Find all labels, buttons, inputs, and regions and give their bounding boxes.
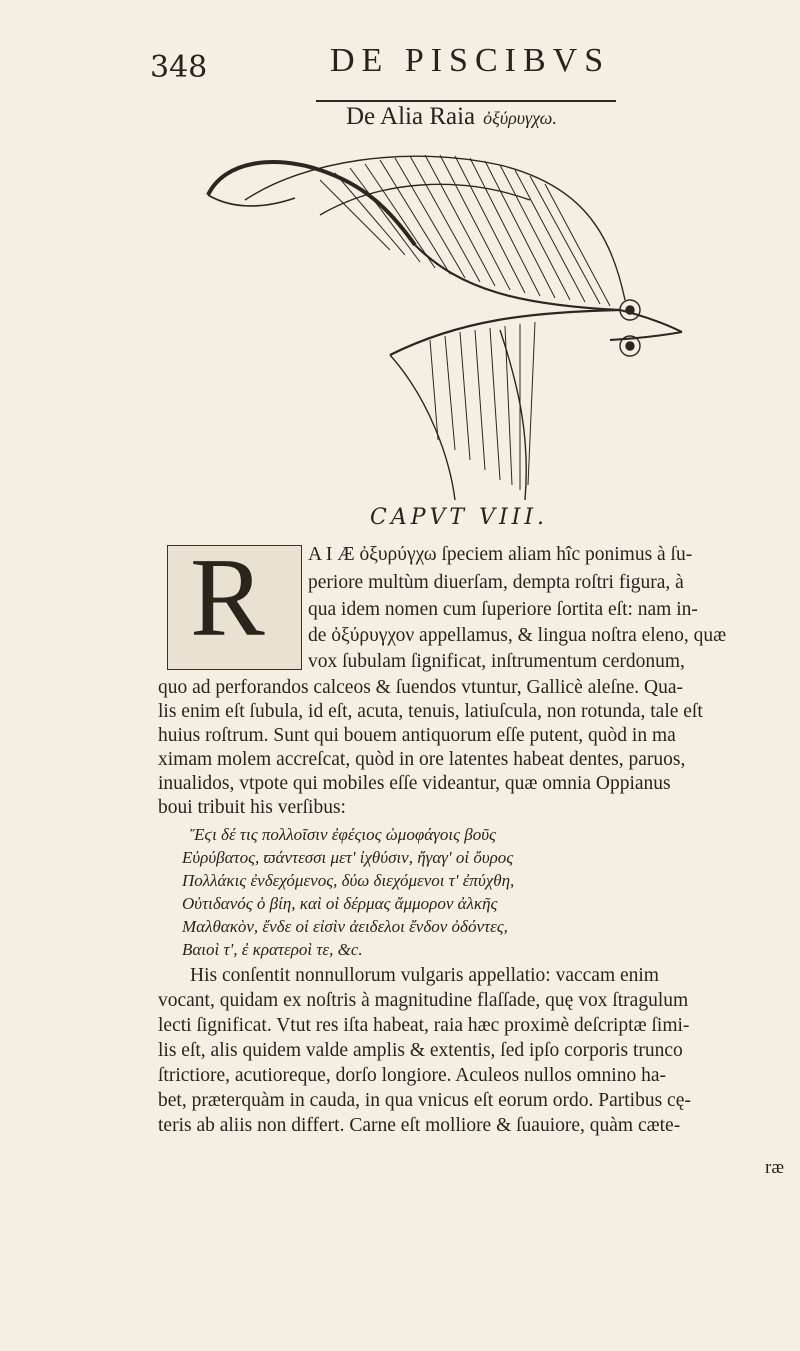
body-line: lis enim eſt ſubula, id eſt, acuta, tenuis, latiuſcula, non rotunda, tale eſt [158,701,703,722]
page-number: 348 [150,50,208,85]
body-line: A I Æ ὀξυρύγχω ſpeciem aliam hîc ponimus à ſu- [308,544,693,565]
greek-verse-line: Μαλθακὸν, ἔνδε οἱ εἰσὶν ἀειδελοι ἔνδον ὀδόντες, [182,917,508,936]
decorated-initial-letter: R [190,536,265,660]
section-title-greek: ὀξύρυγχω. [483,108,557,128]
running-title: DE PISCIBVS [330,42,611,79]
greek-verse-line: Βαιοὶ τ', ἐ κρατεροὶ τε, &c. [182,940,363,959]
body-line: ſtrictiore, acutioreque, dorſo longiore. Aculeos nullos omnino ha- [158,1065,666,1086]
greek-verse-line: Εὐρύβατος, ϖάντεσσι μετ' ἰχθύσιν, ἤγαγ' οἱ ὄυρος [182,848,514,867]
section-title-latin: De Alia Raia [346,103,476,130]
body-line: de ὀξύρυγχον appellamus, & lingua noſtra eleno, quæ [308,625,727,646]
greek-verse-line: Πολλάκις ἐνδεχόμενος, δύω διεχόμενοι τ' ἐπύχθη, [182,871,515,890]
body-line: lecti ſignificat. Vtut res iſta habeat, raia hæc proximè deſcriptæ ſimi- [158,1015,690,1036]
body-line: ximam molem accreſcat, quòd in ore latentes habeat dentes, paruos, [158,749,686,770]
section-title [346,103,557,131]
body-line: lis eſt, alis quidem valde amplis & extentis, ſed ipſo corporis trunco [158,1040,683,1061]
catchword: ræ [765,1157,784,1178]
body-line: huius roſtrum. Sunt qui bouem antiquorum eſſe putent, quòd in ma [158,725,676,746]
body-line: bet, præterquàm in cauda, in qua vnicus eſt eorum ordo. Partibus cę- [158,1090,691,1111]
body-line: quo ad perforandos calceos & ſuendos vtuntur, Gallicè aleſne. Qua- [158,677,683,698]
body-line: vocant, quidam ex noſtris à magnitudine flaſſade, quę vox ſtragulum [158,990,689,1011]
raia-woodcut-illustration [200,140,690,505]
body-line: boui tribuit his verſibus: [158,797,346,818]
body-line: periore multùm diuerſam, dempta roſtri figura, à [308,572,684,593]
chapter-caption: CAPVT VIII. [370,505,549,530]
greek-verse-line: Οὐτιδανός ὁ βίη, καὶ οἱ δέρμας ἄμμορον ἀλκῆς [182,894,498,913]
body-line: qua idem nomen cum ſuperiore ſortita eſt: nam in- [308,599,698,620]
body-line: vox ſubulam ſignificat, inſtrumentum cerdonum, [308,651,685,672]
greek-verse-line: Ἔϛι δέ τις πολλοῖσιν ἐφέςιος ὠμοφάγοις βοῦς [190,825,496,844]
body-line: His conſentit nonnullorum vulgaris appellatio: vaccam enim [190,965,659,986]
body-line: inualidos, vtpote qui mobiles eſſe videantur, quæ omnia Oppianus [158,773,671,794]
title-rule [316,100,616,102]
body-line: teris ab aliis non differt. Carne eſt molliore & ſuauiore, quàm cæte- [158,1115,681,1136]
